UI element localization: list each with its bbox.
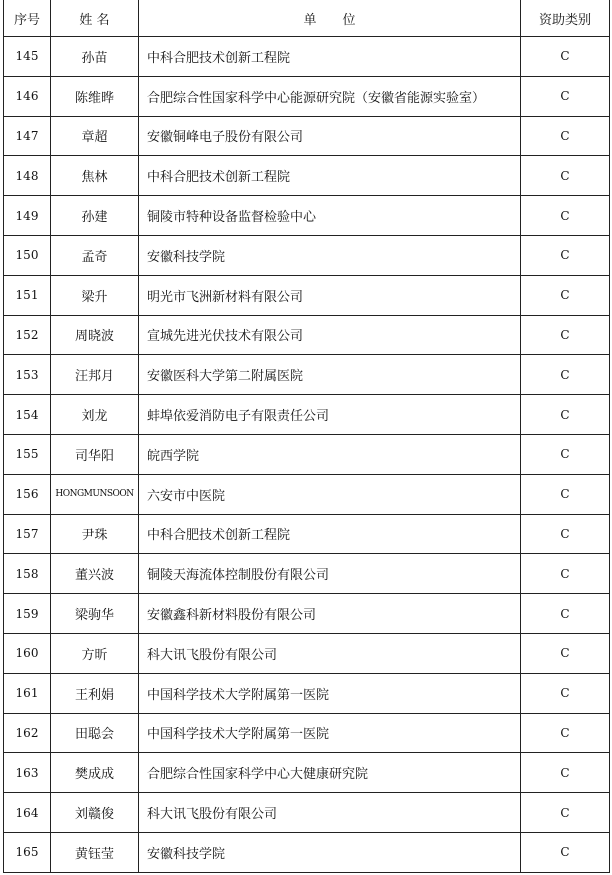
table-row — [4, 196, 610, 236]
table-row — [4, 434, 610, 474]
row-name: 刘赣俊 — [51, 793, 139, 833]
row-index: 155 — [4, 434, 51, 474]
row-name: 焦林 — [51, 156, 139, 196]
table-row — [4, 474, 610, 514]
row-name: 司华阳 — [51, 434, 139, 474]
row-index: 148 — [4, 156, 51, 196]
header-index: 序号 — [4, 0, 51, 37]
row-unit: 六安市中医院 — [139, 474, 521, 514]
table-row — [4, 633, 610, 673]
row-name: 梁升 — [51, 275, 139, 315]
row-index: 145 — [4, 37, 51, 77]
row-index: 150 — [4, 235, 51, 275]
row-index: 147 — [4, 116, 51, 156]
row-name: 王利娟 — [51, 673, 139, 713]
row-unit: 合肥综合性国家科学中心能源研究院（安徽省能源实验室） — [139, 76, 521, 116]
row-unit: 中科合肥技术创新工程院 — [139, 514, 521, 554]
row-category: C — [521, 753, 610, 793]
row-name: 章超 — [51, 116, 139, 156]
table-row — [4, 116, 610, 156]
table-row — [4, 275, 610, 315]
row-name: 尹珠 — [51, 514, 139, 554]
row-category: C — [521, 713, 610, 753]
row-index: 156 — [4, 474, 51, 514]
row-category: C — [521, 434, 610, 474]
row-name: 孙建 — [51, 196, 139, 236]
table-row — [4, 355, 610, 395]
table-row — [4, 594, 610, 634]
table-row — [4, 753, 610, 793]
row-index: 163 — [4, 753, 51, 793]
table-header-row — [4, 0, 610, 37]
table-row — [4, 514, 610, 554]
table-row — [4, 235, 610, 275]
row-unit: 铜陵天海流体控制股份有限公司 — [139, 554, 521, 594]
row-category: C — [521, 594, 610, 634]
row-name: 刘龙 — [51, 395, 139, 435]
header-name: 姓 名 — [51, 0, 139, 37]
row-index: 157 — [4, 514, 51, 554]
row-unit: 安徽科技学院 — [139, 235, 521, 275]
row-unit: 中科合肥技术创新工程院 — [139, 156, 521, 196]
table-row — [4, 156, 610, 196]
row-index: 146 — [4, 76, 51, 116]
row-category: C — [521, 673, 610, 713]
row-category: C — [521, 116, 610, 156]
row-category: C — [521, 37, 610, 77]
row-name: 梁驹华 — [51, 594, 139, 634]
row-unit: 安徽鑫科新材料股份有限公司 — [139, 594, 521, 634]
row-name: HONGMUNSOON — [51, 474, 139, 514]
row-index: 153 — [4, 355, 51, 395]
row-name: 孙苗 — [51, 37, 139, 77]
row-index: 161 — [4, 673, 51, 713]
table-row — [4, 832, 610, 872]
row-category: C — [521, 474, 610, 514]
table-row — [4, 713, 610, 753]
table-row — [4, 793, 610, 833]
row-unit: 中国科学技术大学附属第一医院 — [139, 713, 521, 753]
row-name: 方昕 — [51, 633, 139, 673]
row-unit: 中国科学技术大学附属第一医院 — [139, 673, 521, 713]
table-row — [4, 554, 610, 594]
row-unit: 科大讯飞股份有限公司 — [139, 633, 521, 673]
table-row — [4, 673, 610, 713]
row-unit: 科大讯飞股份有限公司 — [139, 793, 521, 833]
row-index: 165 — [4, 832, 51, 872]
row-category: C — [521, 315, 610, 355]
row-unit: 皖西学院 — [139, 434, 521, 474]
row-name: 孟奇 — [51, 235, 139, 275]
row-index: 159 — [4, 594, 51, 634]
row-category: C — [521, 156, 610, 196]
row-index: 154 — [4, 395, 51, 435]
row-unit: 合肥综合性国家科学中心大健康研究院 — [139, 753, 521, 793]
row-name: 周晓波 — [51, 315, 139, 355]
row-category: C — [521, 355, 610, 395]
row-unit: 明光市飞洲新材料有限公司 — [139, 275, 521, 315]
row-name: 黄钰莹 — [51, 832, 139, 872]
table-row — [4, 37, 610, 77]
header-unit: 单 位 — [139, 0, 521, 37]
row-index: 158 — [4, 554, 51, 594]
funding-list-table — [3, 0, 610, 873]
row-unit: 蚌埠依爱消防电子有限责任公司 — [139, 395, 521, 435]
row-category: C — [521, 196, 610, 236]
row-category: C — [521, 395, 610, 435]
row-category: C — [521, 76, 610, 116]
row-category: C — [521, 633, 610, 673]
row-category: C — [521, 832, 610, 872]
row-unit: 铜陵市特种设备监督检验中心 — [139, 196, 521, 236]
row-index: 164 — [4, 793, 51, 833]
row-unit: 中科合肥技术创新工程院 — [139, 37, 521, 77]
row-unit: 安徽科技学院 — [139, 832, 521, 872]
row-name: 汪邦月 — [51, 355, 139, 395]
row-unit: 安徽医科大学第二附属医院 — [139, 355, 521, 395]
table-row — [4, 76, 610, 116]
row-category: C — [521, 514, 610, 554]
row-name: 田聪会 — [51, 713, 139, 753]
row-name: 樊成成 — [51, 753, 139, 793]
row-category: C — [521, 275, 610, 315]
row-index: 149 — [4, 196, 51, 236]
header-category: 资助类别 — [521, 0, 610, 37]
row-category: C — [521, 235, 610, 275]
row-index: 152 — [4, 315, 51, 355]
row-name: 陈维晔 — [51, 76, 139, 116]
row-category: C — [521, 793, 610, 833]
row-index: 162 — [4, 713, 51, 753]
table-row — [4, 315, 610, 355]
row-name: 董兴波 — [51, 554, 139, 594]
row-category: C — [521, 554, 610, 594]
row-index: 160 — [4, 633, 51, 673]
row-unit: 安徽铜峰电子股份有限公司 — [139, 116, 521, 156]
row-index: 151 — [4, 275, 51, 315]
row-unit: 宣城先进光伏技术有限公司 — [139, 315, 521, 355]
table-row — [4, 395, 610, 435]
